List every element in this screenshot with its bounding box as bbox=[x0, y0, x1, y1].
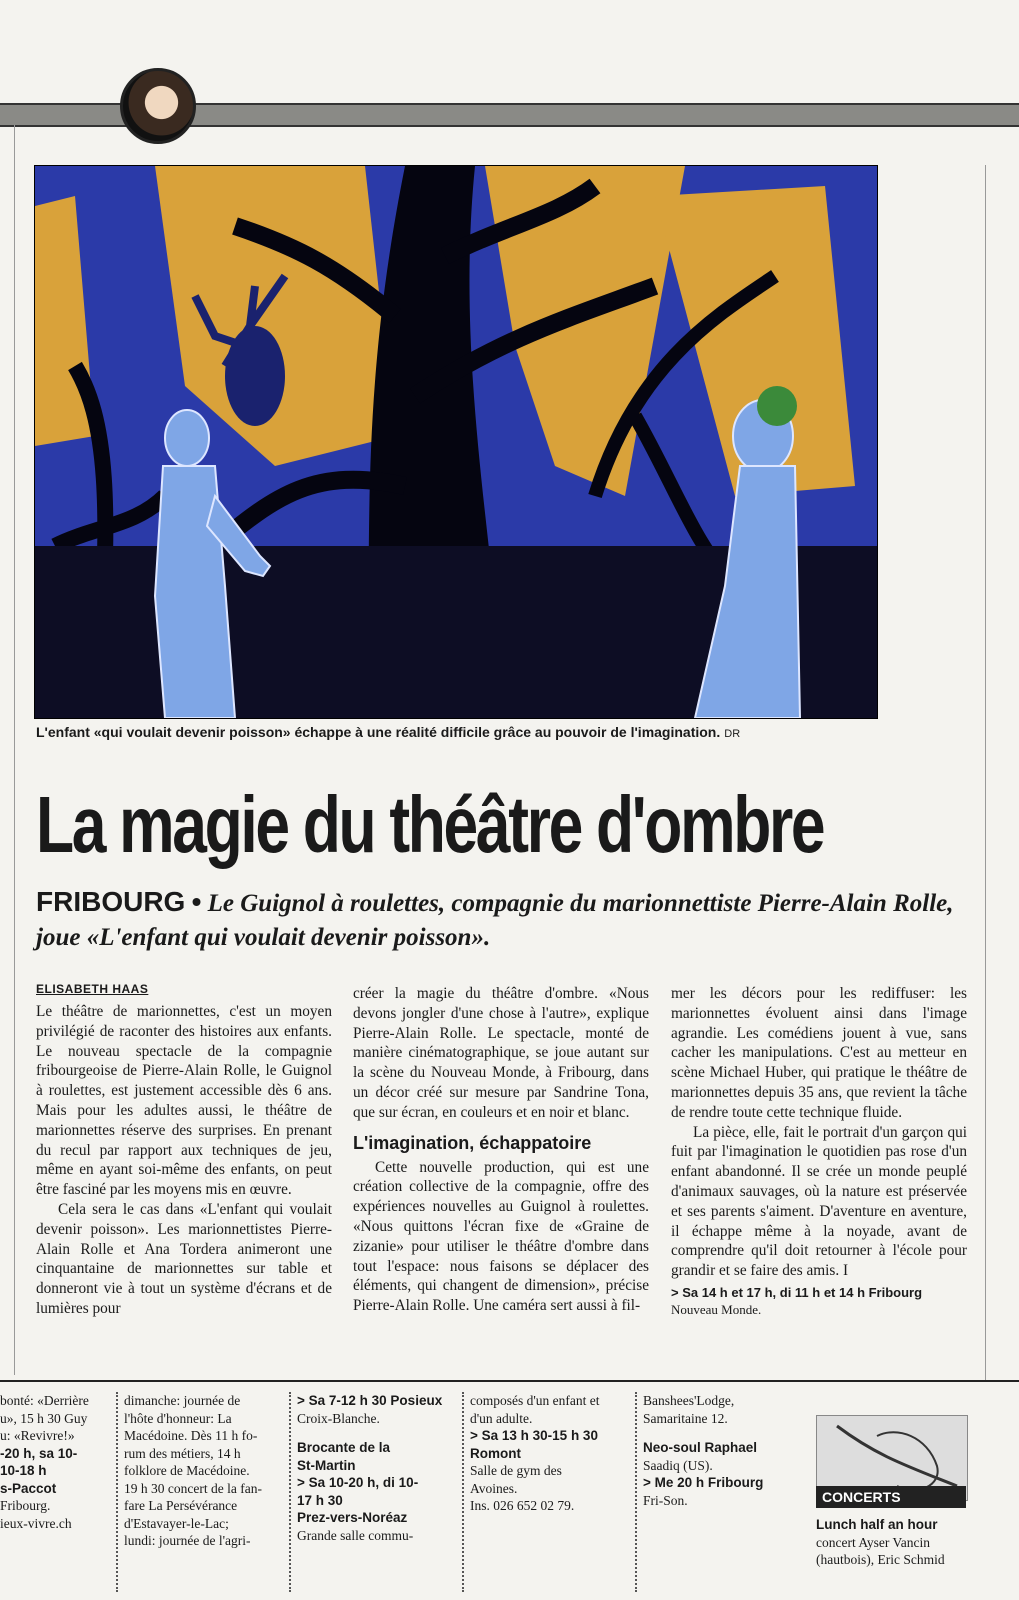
dateline-bullet: • bbox=[191, 886, 202, 917]
agenda-line: > Me 20 h Fribourg bbox=[643, 1475, 764, 1490]
agenda-line: d'Estavayer-le-Lac; bbox=[124, 1515, 229, 1531]
agenda-line: composés d'un enfant et bbox=[470, 1393, 600, 1408]
right-adjacent-column bbox=[985, 165, 1019, 1380]
paragraph: mer les décors pour les rediffuser: les marionnettes évoluent ainsi dans l'image agrandie. Les comédiens jouent à vue, sans cacher les manipulations. C'est au metteur en scène Michael Huber, qui pratique le théâtre de marionnettes depuis 35 ans, que revient la tâche de rendre toute cette technique fluide. bbox=[671, 985, 967, 1121]
agenda-line: Macédoine. Dès 11 h fo- bbox=[124, 1428, 258, 1443]
paragraph: créer la magie du théâtre d'ombre. «Nous devons jongler d'une chose à l'autre», explique Pierre-Alain Rolle. Le spectacle, monté de manière cinématographique, se joue autant sur la scène du Nouveau Monde, à Fribourg, dans un décor créé sur mesure par Sandrine Tona, que sur écran, en couleurs et en noir et blanc. bbox=[353, 985, 649, 1121]
paragraph: Le théâtre de marionnettes, c'est un moyen privilégié de raconter des histoires aux enfants. Le nouveau spectacle de la compagnie fribourgeoise de Pierre-Alain Rolle, le Guignol à roulettes, est justement accessible dès 6 ans. Mais pour les adultes aussi, le théâtre de marionnettes réserve des surprises. En prenant du recul par rapport aux techniques de jeu, même en ayant soi-même des enfants, on peut être fasciné par les moyens mis en œuvre. bbox=[36, 1003, 332, 1199]
agenda-line: (hautbois), Eric Schmid bbox=[816, 1552, 945, 1567]
agenda-line: Romont bbox=[470, 1445, 521, 1461]
agenda-line: Fri-Son. bbox=[643, 1492, 688, 1508]
agenda-line: dimanche: journée de bbox=[124, 1393, 241, 1408]
concerts-tag: CONCERTS bbox=[816, 1486, 966, 1508]
agenda-line: 10-18 h bbox=[0, 1463, 47, 1478]
agenda-line: Ins. 026 652 02 79. bbox=[470, 1498, 575, 1513]
dateline-place: FRIBOURG bbox=[36, 886, 186, 917]
agenda-line: Samaritaine 12. bbox=[643, 1410, 728, 1426]
paragraph: La pièce, elle, fait le portrait d'un garçon qui fuit par l'imagination le quotidien pas rose d'un enfant abandonné. Il se crée un monde peuplé d'animaux sauvages, où la nature est préservée et ses parents s'aiment. D'aventure en aventure, il échappe même à la noyade, avant de comprendre qu'il doit retourner à l'école pour grandir et se faire des amis. I bbox=[671, 1123, 967, 1280]
agenda-line: > Sa 13 h 30-15 h 30 bbox=[470, 1428, 598, 1443]
agenda-line: -20 h, sa 10- bbox=[0, 1445, 78, 1461]
article-deck bbox=[36, 886, 976, 955]
agenda-line: ieux-vivre.ch bbox=[0, 1515, 72, 1531]
agenda-line: u: «Revivre!» bbox=[0, 1428, 75, 1443]
venue: Nouveau Monde. bbox=[671, 1301, 762, 1317]
agenda-line: Brocante de la bbox=[297, 1440, 391, 1455]
agenda-column-2 bbox=[124, 1392, 284, 1550]
agenda-line: Lunch half an hour bbox=[816, 1517, 938, 1532]
agenda-column-6 bbox=[816, 1516, 976, 1569]
agenda-line: Neo-soul Raphael bbox=[643, 1440, 758, 1455]
caption-text: L'enfant «qui voulait devenir poisson» échappe à une réalité difficile grâce au pouvoir de l'imagination. bbox=[36, 724, 721, 740]
agenda-line: > Sa 10-20 h, di 10- bbox=[297, 1475, 419, 1490]
article-column-1 bbox=[36, 1002, 332, 1319]
deck-text: Le Guignol à roulettes, compagnie du marionnettiste Pierre-Alain Rolle, joue «L'enfant qui voulait devenir poisson». bbox=[36, 890, 954, 951]
article-headline: La magie du théâtre d'ombre bbox=[36, 780, 824, 869]
byline: ELISABETH HAAS bbox=[36, 982, 149, 996]
agenda-line: Salle de gym des bbox=[470, 1463, 562, 1478]
agenda-rule bbox=[0, 1380, 1019, 1382]
agenda-line: Grande salle commu- bbox=[297, 1527, 414, 1543]
left-adjacent-column bbox=[0, 125, 15, 1375]
agenda-line: fare La Persévérance bbox=[124, 1498, 238, 1513]
agenda-line: lundi: journée de l'agri- bbox=[124, 1533, 251, 1548]
agenda-line: St-Martin bbox=[297, 1457, 356, 1473]
agenda-line: l'hôte d'honneur: La bbox=[124, 1410, 232, 1426]
paragraph: Cela sera le cas dans «L'enfant qui voulait devenir poisson». Les marionnettistes Pierre-Alain Rolle et Ana Tordera animeront une cinquantaine de marionnettes sur table et donneront vie à tout un système d'écrans et de lumières pour bbox=[36, 1200, 332, 1317]
agenda-line: Saadiq (US). bbox=[643, 1457, 713, 1473]
article-photo bbox=[34, 165, 878, 719]
agenda-line: folklore de Macédoine. bbox=[124, 1463, 250, 1478]
show-times: > Sa 14 h et 17 h, di 11 h et 14 h Fribourg bbox=[671, 1284, 923, 1300]
agenda-line: > Sa 7-12 h 30 Posieux bbox=[297, 1393, 443, 1408]
agenda-column-4 bbox=[470, 1392, 630, 1515]
photo-caption bbox=[36, 724, 896, 740]
agenda-line: concert Ayser Vancin bbox=[816, 1534, 930, 1550]
agenda-line: 19 h 30 concert de la fan- bbox=[124, 1480, 262, 1496]
subheading: L'imagination, échappatoire bbox=[353, 1132, 592, 1153]
agenda-line: Avoines. bbox=[470, 1480, 518, 1496]
agenda-line: Prez-vers-Noréaz bbox=[297, 1510, 408, 1525]
columnist-avatar-icon bbox=[120, 68, 196, 144]
agenda-column-1 bbox=[0, 1392, 112, 1532]
agenda-line: Banshees'Lodge, bbox=[643, 1393, 735, 1408]
agenda-line: rum des métiers, 14 h bbox=[124, 1445, 241, 1461]
agenda-line: u», 15 h 30 Guy bbox=[0, 1410, 88, 1426]
agenda-column-5 bbox=[643, 1392, 803, 1509]
paragraph: Cette nouvelle production, qui est une création collective de la compagnie, offre des expériences nouvelles au Guignol à roulettes. «Nous quittons l'écran fixe de «Graine de zizanie» pour utiliser le théâtre d'ombre dans tout l'espace: nous faisons se déplacer des éléments, qui changent de dimension», précise Pierre-Alain Rolle. Une caméra sert aussi à fil- bbox=[353, 1158, 649, 1315]
shadow-theatre-illustration bbox=[35, 166, 877, 718]
agenda-column-3 bbox=[297, 1392, 455, 1544]
agenda-line: bonté: «Derrière bbox=[0, 1393, 89, 1408]
agenda-line: d'un adulte. bbox=[470, 1410, 533, 1426]
article-column-3 bbox=[671, 984, 967, 1320]
agenda-line: 17 h 30 bbox=[297, 1492, 343, 1508]
photo-credit: DR bbox=[724, 728, 741, 740]
agenda-line: Fribourg. bbox=[0, 1498, 51, 1513]
article-column-2 bbox=[353, 984, 649, 1316]
agenda-line: s-Paccot bbox=[0, 1480, 57, 1496]
agenda-line: Croix-Blanche. bbox=[297, 1410, 380, 1426]
